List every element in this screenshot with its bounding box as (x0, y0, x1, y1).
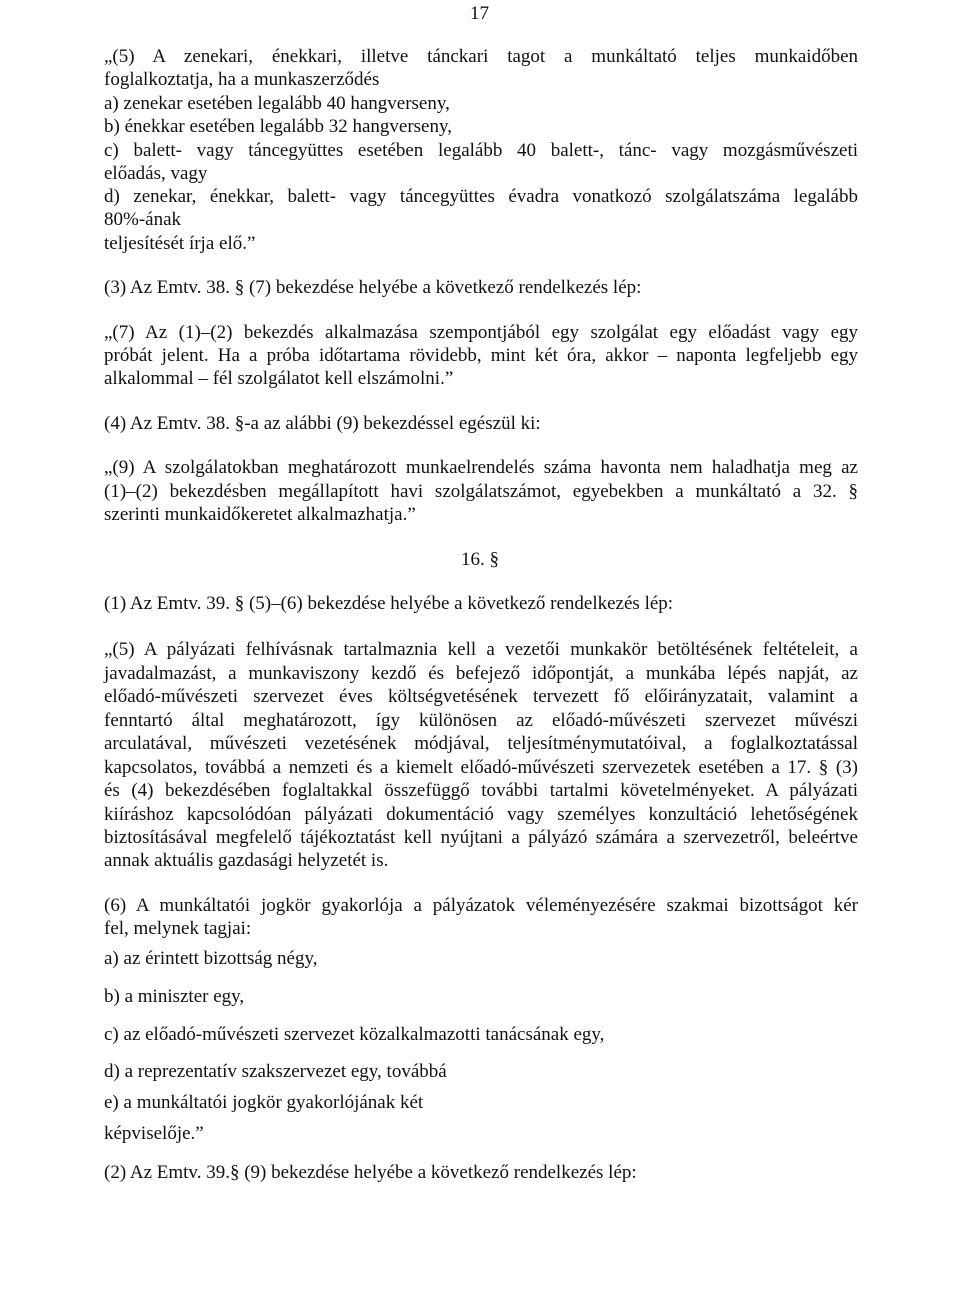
text-line: teljesítését írja elő.” (104, 233, 256, 254)
text-line: c) balett- vagy táncegyüttes esetében legalább 40 balett-, tánc- vagy mozgásművészeti (104, 140, 858, 161)
text-line: kapcsolatos, továbbá a nemzeti és a kiemelt előadó-művészeti szervezetek esetében a 17. § (3) (104, 757, 858, 778)
text-line: előadás, vagy (104, 163, 208, 184)
text-line: képviselője.” (104, 1123, 204, 1144)
text-line: „(5) A pályázati felhívásnak tartalmaznia kell a vezetői munkakör betöltésének feltételeit, a (104, 639, 858, 660)
text-line: b) a miniszter egy, (104, 986, 245, 1007)
text-line: próbát jelent. Ha a próba időtartama rövidebb, mint két óra, akkor – naponta legfeljebb egy (104, 345, 858, 366)
text-line: és (4) bekezdésében foglaltakkal összefüggő további tartalmi követelményeket. A pályázati (104, 780, 858, 801)
text-line: (1) Az Emtv. 39. § (5)–(6) bekezdése helyébe a következő rendelkezés lép: (104, 593, 674, 614)
text-line: 80%-ának (104, 209, 182, 230)
text-line: e) a munkáltatói jogkör gyakorlójának két (104, 1092, 424, 1113)
page-number: 17 (470, 3, 489, 24)
section-heading: 16. § (461, 549, 499, 570)
text-line: fenntartó által meghatározott, így különösen az előadó-művészeti szervezet művészi (104, 710, 858, 731)
text-line: javadalmazást, a munkaviszony kezdő és befejező időpontját, a munkába lépés napját, az (104, 663, 858, 684)
text-line: „(9) A szolgálatokban meghatározott munkaelrendelés száma havonta nem haladhatja meg az (104, 457, 858, 478)
text-line: „(5) A zenekari, énekkari, illetve tánckari tagot a munkáltató teljes munkaidőben (104, 46, 858, 67)
text-line: szerinti munkaidőkeretet alkalmazhatja.” (104, 504, 416, 525)
text-line: d) zenekar, énekkar, balett- vagy táncegyüttes évadra vonatkozó szolgálatszáma legalább (104, 186, 858, 207)
text-line: arculatával, művészeti vezetésének módjával, teljesítménymutatóival, a foglalkoztatással (104, 733, 858, 754)
text-line: c) az előadó-művészeti szervezet közalkalmazotti tanácsának egy, (104, 1024, 605, 1045)
text-line: (6) A munkáltatói jogkör gyakorlója a pályázatok véleményezésére szakmai bizottságot kér (104, 895, 858, 916)
text-line: biztosításával megfelelő tájékoztatást kell nyújtani a pályázó számára a szervezetről, beleértve (104, 827, 858, 848)
text-line: „(7) Az (1)–(2) bekezdés alkalmazása szempontjából egy szolgálat egy előadást vagy egy (104, 322, 858, 343)
text-line: (2) Az Emtv. 39.§ (9) bekezdése helyébe a következő rendelkezés lép: (104, 1162, 637, 1183)
text-line: előadó-művészeti szervezet éves költségvetésének tervezett fő előirányzatait, valamint a (104, 686, 858, 707)
text-line: (3) Az Emtv. 38. § (7) bekezdése helyébe a következő rendelkezés lép: (104, 277, 642, 298)
text-line: b) énekkar esetében legalább 32 hangverseny, (104, 116, 453, 137)
text-line: (1)–(2) bekezdésben megállapított havi szolgálatszámot, egyebekben a munkáltató a 32. § (104, 481, 858, 502)
text-line: kiíráshoz kapcsolódóan pályázati dokumentáció vagy személyes konzultáció lehetőségének (104, 804, 858, 825)
text-line: (4) Az Emtv. 38. §-a az alábbi (9) bekezdéssel egészül ki: (104, 413, 541, 434)
text-line: a) az érintett bizottság négy, (104, 948, 318, 969)
text-line: foglalkoztatja, ha a munkaszerződés (104, 69, 380, 90)
text-line: alkalommal – fél szolgálatot kell elszámolni.” (104, 368, 454, 389)
text-line: d) a reprezentatív szakszervezet egy, továbbá (104, 1061, 447, 1082)
text-line: a) zenekar esetében legalább 40 hangverseny, (104, 93, 450, 114)
text-line: annak aktuális gazdasági helyzetét is. (104, 850, 389, 871)
text-line: fel, melynek tagjai: (104, 918, 252, 939)
